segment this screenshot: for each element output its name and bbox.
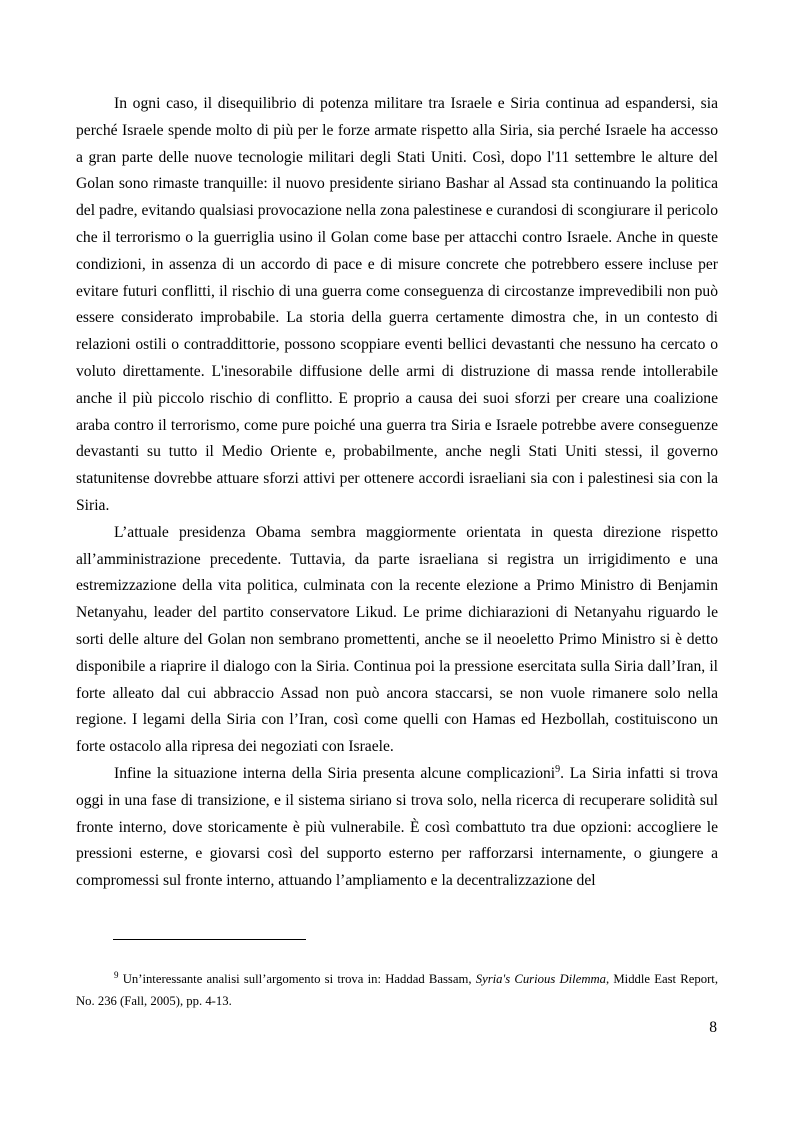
footnote-text-end: , Middle East Report, No. 236 (Fall, 2005), pp. 4-13. — [76, 972, 718, 1008]
footnote-separator — [113, 939, 306, 940]
page-body — [76, 91, 718, 895]
footnote-cited-title: Syria's Curious Dilemma — [475, 972, 606, 986]
footnote — [76, 968, 718, 1012]
page-number: 8 — [709, 1019, 717, 1036]
footnote-number: 9 — [114, 969, 119, 980]
paragraph-3-text-start: Infine la situazione interna della Siria presenta alcune complicazioni — [114, 764, 556, 782]
body-paragraph-1: In ogni caso, il disequilibrio di potenza militare tra Israele e Siria continua ad espandersi, sia perché Israele spende molto di più per le forze armate rispetto alla Siria, sia perché Israele ha accesso a gran parte delle nuove tecnologie militari degli Stati Uniti. Così, dopo l'11 settembre le alture del Golan sono rimaste tranquille: il nuovo presidente siriano Bashar al Assad sta continuando la politica del padre, evitando qualsiasi provocazione nella zona palestinese e curandosi di scongiurare il pericolo che il terrorismo o la guerriglia usino il Golan come base per attacchi contro Israele. Anche in queste condizioni, in assenza di un accordo di pace e di misure concrete che potrebbero essere incluse per evitare futuri conflitti, il rischio di una guerra come conseguenza di circostanze imprevedibili non può essere considerato improbabile. La storia della guerra certamente dimostra che, in un contesto di relazioni ostili o contraddittorie, possono scoppiare eventi bellici devastanti che nessuno ha cercato o voluto direttamente. L'inesorabile diffusione delle armi di distruzione di massa rende intollerabile anche il più piccolo rischio di conflitto. E proprio a causa dei suoi sforzi per creare una coalizione araba contro il terrorismo, come pure poiché una guerra tra Siria e Israele potrebbe avere conseguenze devastanti su tutto il Medio Oriente e, probabilmente, anche negli Stati Uniti stessi, il governo statunitense dovrebbe attuare sforzi attivi per ottenere accordi israeliani sia con i palestinesi sia con la Siria. — [76, 95, 718, 514]
footnote-text-start: Un’interessante analisi sull’argomento si trova in: Haddad Bassam, — [118, 972, 476, 986]
footnote-reference[interactable]: 9 — [555, 763, 561, 775]
body-paragraph-3 — [76, 761, 718, 895]
paragraph-3-text-end: . La Siria infatti si trova oggi in una fase di transizione, e il sistema siriano si trova solo, nella ricerca di recuperare solidità sul fronte interno, dove storicamente è più vulnerabile. È così combattuto tra due opzioni: accogliere le pressioni esterne, e giovarsi così del supporto esterno per rafforzarsi internamente, o giungere a compromessi sul fronte interno, attuando l’ampliamento e la decentralizzazione del — [76, 764, 718, 890]
body-paragraph-2: L’attuale presidenza Obama sembra maggiormente orientata in questa direzione rispetto all’amministrazione precedente. Tuttavia, da parte israeliana si registra un irrigidimento e una estremizzazione della vita politica, culminata con la recente elezione a Primo Ministro di Benjamin Netanyahu, leader del partito conservatore Likud. Le prime dichiarazioni di Netanyahu riguardo le sorti delle alture del Golan non sembrano promettenti, anche se il neoeletto Primo Ministro si è detto disponibile a riaprire il dialogo con la Siria. Continua poi la pressione esercitata sulla Siria dall’Iran, il forte alleato dal cui abbraccio Assad non può ancora staccarsi, se non vuole rimanere solo nella regione. I legami della Siria con l’Iran, così come quelli con Hamas ed Hezbollah, costituiscono un forte ostacolo alla ripresa dei negoziati con Israele. — [76, 523, 718, 756]
